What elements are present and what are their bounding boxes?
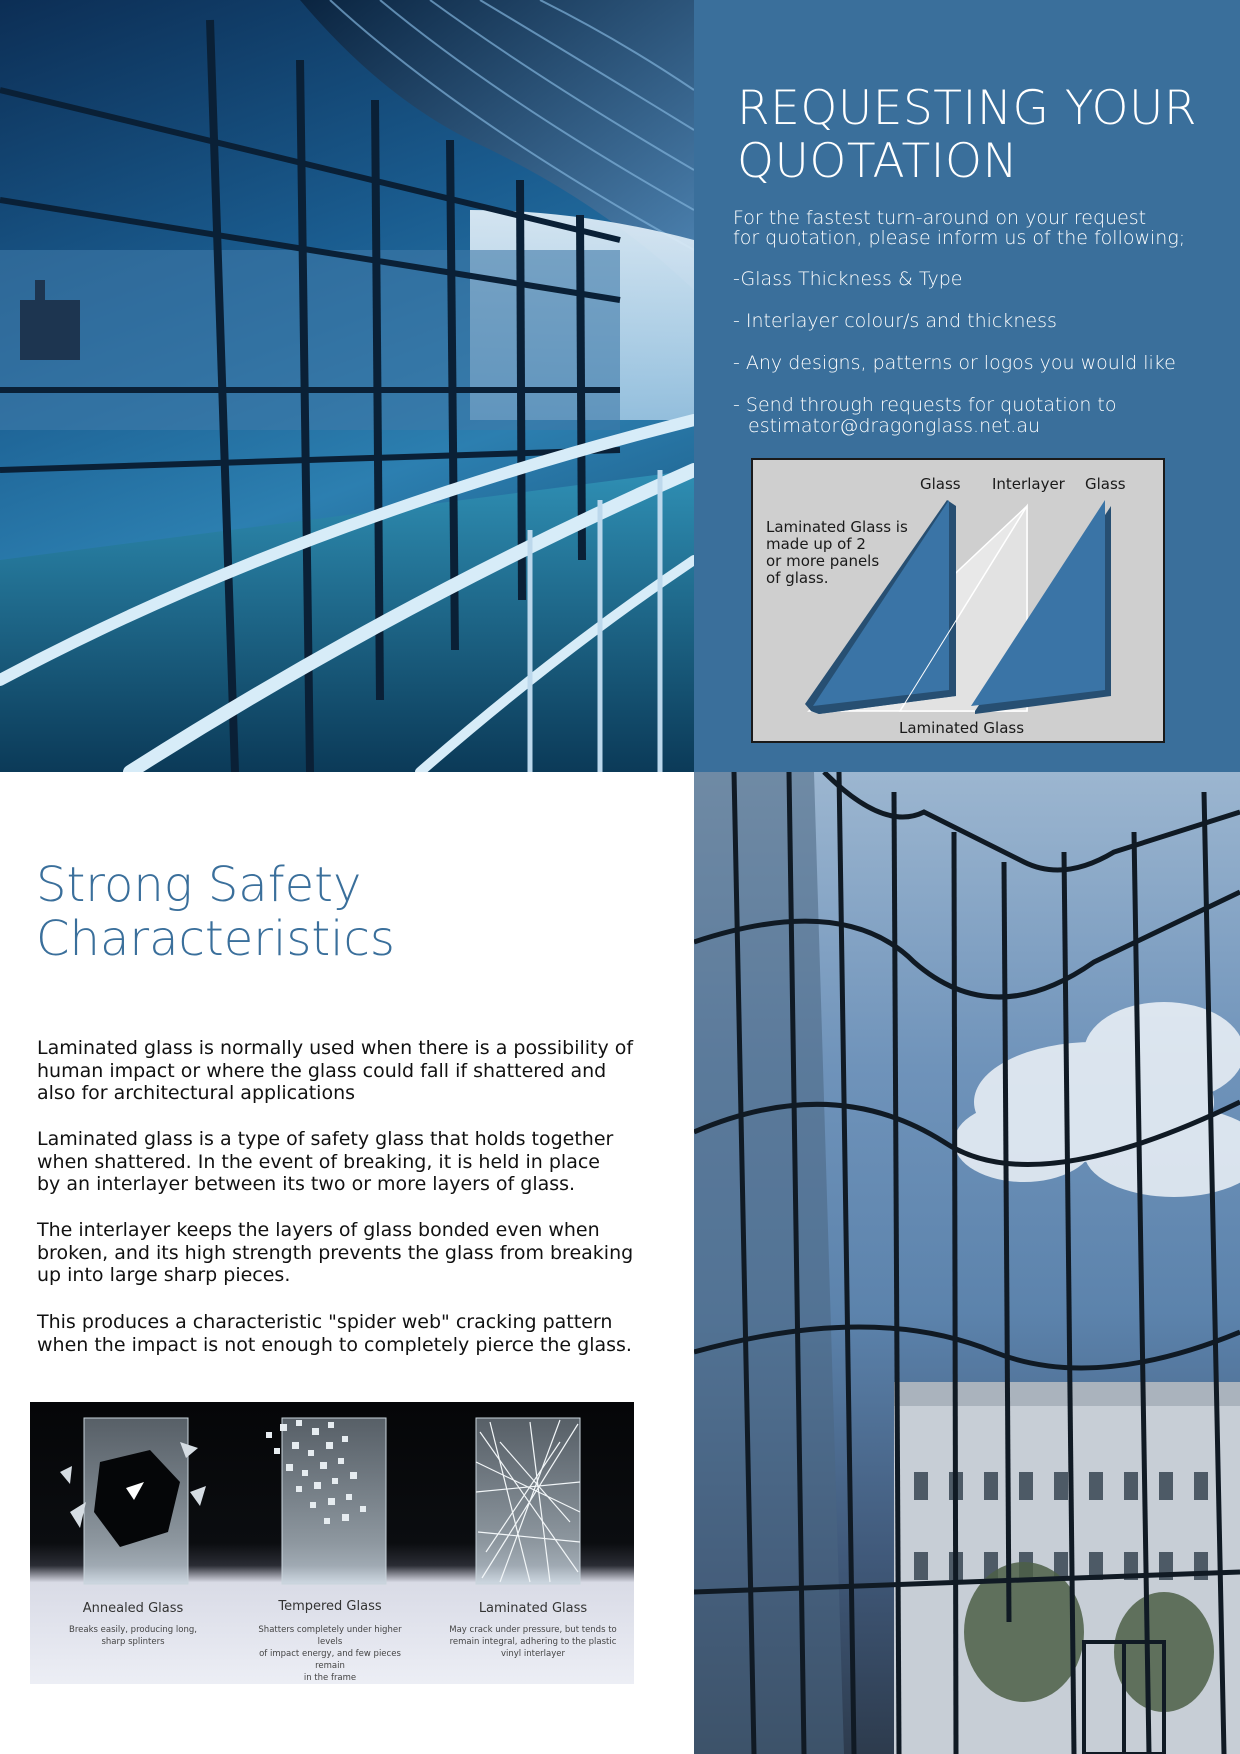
safety-paragraph [37,1219,647,1287]
safety-title-line1: Strong Safety [36,857,362,913]
safety-title [36,858,636,966]
paragraph-line: broken, and its high strength prevents the glass from breaking [37,1241,634,1264]
paragraph-line: also for architectural applications [37,1082,356,1104]
glass-comparison-image [30,1402,634,1684]
requirement-item: - Any designs, patterns or logos you would like [733,352,1176,374]
annealed-glass-pane [60,1418,206,1584]
paragraph-line: Laminated glass is a type of safety glass that holds together [37,1128,614,1150]
laminated-glass-pane [476,1418,580,1584]
diagram-description-line: of glass. [766,569,829,587]
quotation-email-link[interactable]: estimator@dragonglass.net.au [748,415,1041,437]
requirement-item: - Send through requests for quotation to [733,394,1117,416]
paragraph-line: Laminated glass is normally used when there is a possibility of [37,1037,634,1059]
balustrade-photo [0,0,694,772]
paragraph-line: human impact or where the glass could fall if shattered and [37,1059,607,1082]
diagram-label-interlayer: Interlayer [992,475,1065,493]
laminated-glass-desc [448,1624,618,1660]
quotation-heading [737,82,1217,188]
diagram-description [766,519,908,587]
comparison-desc-line: remain integral, adhering to the plastic [449,1637,617,1647]
safety-title-line2: Characteristics [36,911,395,967]
paragraph-line: The interlayer keeps the layers of glass bonded even when [37,1219,600,1241]
tempered-glass-desc [245,1624,415,1684]
safety-paragraph [37,1037,647,1105]
comparison-desc-line: May crack under pressure, but tends to [449,1625,617,1635]
diagram-description-line: Laminated Glass is [766,518,908,536]
diagram-label-glass-left: Glass [920,475,961,493]
diagram-description-line: made up of 2 [766,535,866,553]
comparison-desc-line: in the frame [303,1673,357,1683]
requirement-item: - Interlayer colour/s and thickness [733,310,1057,332]
annealed-glass-title: Annealed Glass [82,1601,184,1616]
requirement-item: -Glass Thickness & Type [733,268,963,290]
paragraph-line: by an interlayer between its two or more layers of glass. [37,1173,576,1195]
diagram-description-line: or more panels [766,552,880,570]
laminated-glass-title: Laminated Glass [478,1601,588,1616]
paragraph-line: when the impact is not enough to completely pierce the glass. [37,1333,632,1356]
quotation-heading-line2: QUOTATION [737,134,1019,189]
safety-paragraph [37,1128,647,1196]
tempered-glass-pane [266,1418,386,1584]
glass-atrium-illustration [694,772,1240,1754]
quotation-intro-line2: for quotation, please inform us of the following; [733,227,1186,249]
glass-atrium-photo [694,772,1240,1754]
quotation-intro [733,208,1213,248]
annealed-glass-desc [48,1624,218,1648]
paragraph-line: when shattered. In the event of breaking, it is held in place [37,1150,600,1173]
comparison-desc-line: sharp splinters [101,1637,165,1647]
safety-paragraph [37,1311,647,1356]
diagram-caption: Laminated Glass [899,719,1025,737]
comparison-desc-line: vinyl interlayer [500,1649,565,1659]
diagram-label-glass-right: Glass [1085,475,1126,493]
comparison-desc-line: of impact energy, and few pieces remain [259,1649,401,1671]
comparison-desc-line: Breaks easily, producing long, [69,1625,197,1635]
comparison-desc-line: Shatters completely under higher levels [258,1625,402,1647]
quotation-intro-line1: For the fastest turn-around on your request [733,207,1147,229]
paragraph-line: This produces a characteristic "spider web" cracking pattern [37,1311,613,1333]
tempered-glass-title: Tempered Glass [278,1599,382,1614]
balustrade-illustration [0,0,694,772]
paragraph-line: up into large sharp pieces. [37,1264,291,1286]
laminated-glass-layers-illustration [753,460,1163,741]
laminated-glass-diagram [751,458,1165,743]
quotation-heading-line1: REQUESTING YOUR [737,81,1198,136]
